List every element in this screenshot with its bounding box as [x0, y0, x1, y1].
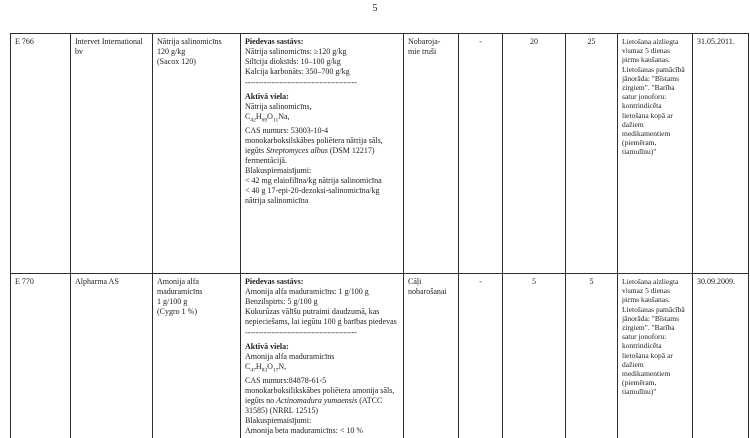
cell-min-content	[503, 34, 566, 274]
species-category-line: mie truši	[408, 47, 437, 56]
cell-reg-number	[11, 34, 71, 274]
composition-item: Silīcija dioksīds: 10–100 g/kg	[245, 57, 341, 66]
composition-item: Benzilspirts: 5 g/100 g	[245, 297, 318, 306]
active-substance-heading: Aktīvā viela:	[245, 342, 289, 351]
min-content-value: 20	[530, 37, 538, 46]
impurity-item: < 42 mg elaiofilīna/kg nātrija salinomicīna	[245, 175, 382, 185]
cell-holder	[71, 274, 153, 438]
cell-provisions	[618, 274, 693, 438]
holder-name: Intervet International bv	[75, 37, 143, 56]
additive-name: Nātrija salinomicīns	[157, 37, 222, 46]
organism-name: Actinomadura yumaensis	[276, 395, 358, 405]
max-content-value: 5	[589, 277, 594, 286]
additives-table	[10, 33, 749, 438]
composition-item: Amonija alfa maduramicīns: 1 g/100 g	[245, 287, 369, 296]
active-substance-heading: Aktīvā viela:	[245, 92, 289, 101]
additive-dose: 1 g/100 g	[157, 297, 188, 306]
provisions-text: Lietošana aizliegta vismaz 5 dienas pirms kaušanas. Lietošanas pamācībā jānorāda: "Bīstams zirgiem". "Barība satur jonoforu: kontrindicēta lietošana kopā ar dažiem medikamentiem (piemēram, tiamulīnu)"	[622, 277, 685, 397]
max-age-value: -	[479, 37, 482, 46]
organism-name: Streptomyces albus	[266, 145, 328, 155]
additive-trade-name: (Cygro 1 %)	[157, 307, 197, 316]
cell-composition	[241, 274, 404, 438]
cell-species-category	[404, 274, 459, 438]
species-category-line: Nobaroja-	[408, 37, 441, 46]
cell-species-category	[404, 34, 459, 274]
active-substance-name: Amonija alfa maduramicīns	[245, 352, 335, 361]
separator-line: ------------------------------------------	[245, 78, 357, 87]
active-substance-name: Nātrija salinomicīns,	[245, 102, 312, 111]
composition-item: Kukurūzas vālīšu putraimi daudzumā, kas nepieciešams, lai iegūtu 100 g barības piedevas	[245, 307, 397, 326]
composition-heading: Piedevas sastāvs:	[245, 37, 304, 46]
cell-max-age	[459, 274, 503, 438]
cell-composition	[241, 34, 404, 274]
cell-max-content	[566, 274, 618, 438]
impurities-heading: Blakuspiemaisījumi:	[245, 165, 312, 175]
species-category-line: nobarošanai	[408, 287, 447, 296]
cell-min-content	[503, 274, 566, 438]
cell-max-age	[459, 34, 503, 274]
page-number: 5	[372, 3, 378, 14]
authorisation-end-date: 31.05.2011.	[697, 37, 735, 46]
composition-item: Nātrija salinomicīns: ≥120 g/kg	[245, 47, 347, 56]
cell-additive	[153, 34, 241, 274]
salt-description: monokarboksilskābes poliētera nātrija sāls, iegūts Streptomyces albus (DSM 12217) fermentācijā.	[245, 135, 383, 165]
cell-authorisation-end	[693, 34, 749, 274]
max-content-value: 25	[587, 37, 596, 46]
impurity-item: < 40 g 17-epi-20-dezoksi-salinomicīna/kg nātrija salinomicīna	[245, 185, 380, 205]
additive-trade-name: (Sacox 120)	[157, 57, 196, 66]
cell-reg-number	[11, 274, 71, 438]
chemical-formula: $C_{42}H_{69}O_{11}Na$,	[245, 112, 290, 124]
max-age-value: -	[479, 277, 482, 286]
reg-number: E 766	[15, 37, 34, 46]
separator-line: ------------------------------------------	[245, 328, 357, 337]
salt-description: monokarboksilikskābes poliētera amonija sāls, iegūts no Actinomadura yumaensis (ATCC 31585) (NRRL 12515)	[245, 385, 395, 415]
table-row	[11, 34, 749, 274]
cell-provisions	[618, 34, 693, 274]
cell-max-content	[566, 34, 618, 274]
min-content-value: 5	[532, 277, 536, 286]
impurity-item: Amonija beta maduramicīns: < 10 %	[245, 425, 364, 435]
cell-authorisation-end	[693, 274, 749, 438]
cell-holder	[71, 34, 153, 274]
reg-number: E 770	[15, 277, 34, 286]
species-category-line: Cāļi	[408, 277, 422, 286]
authorisation-end-date: 30.09.2009.	[697, 277, 735, 286]
additive-name: Amonija alfa maduramicīns	[157, 277, 203, 296]
composition-heading: Piedevas sastāvs:	[245, 277, 304, 286]
holder-name: Alpharma AS	[75, 277, 119, 286]
impurities-heading: Blakuspiemaisījumi:	[245, 415, 312, 425]
chemical-formula: $C_{47}H_{83}O_{17}N$,	[245, 362, 287, 374]
cas-number: CAS numurs:84878-61-5	[245, 375, 327, 385]
cas-number: CAS numurs: 53003-10-4	[245, 125, 329, 135]
additive-dose: 120 g/kg	[157, 47, 186, 56]
cell-additive	[153, 274, 241, 438]
composition-item: Kalcija karbonāts: 350–700 g/kg	[245, 67, 350, 76]
table-row	[11, 274, 749, 438]
provisions-text: Lietošana aizliegta vismaz 5 dienas pirms kaušanas. Lietošanas pamācībā jānorāda: "Bīstams zirgiem". "Barība satur jonoforu: kontrindicēta lietošana kopā ar dažiem medikamentiem (piemēram, tiamulīnu)"	[622, 37, 685, 157]
